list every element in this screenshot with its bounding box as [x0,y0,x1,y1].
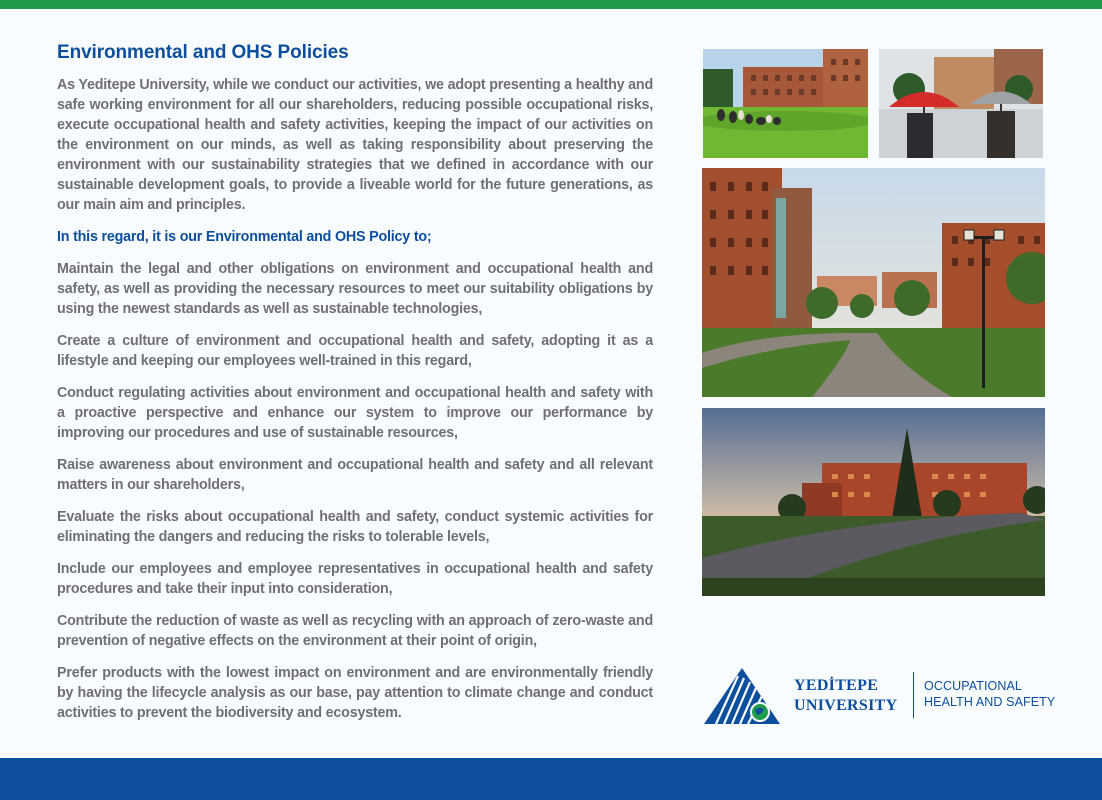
yeditepe-logo-mark-icon [702,666,782,726]
university-name [794,676,897,716]
campus-lawn-photo [703,49,868,158]
university-name-line1: YEDİTEPE [794,677,879,694]
policy-item: Evaluate the risks about occupational health and safety, conduct systemic activities for eliminating the dangers and reducing the risks to tolerable levels, [57,509,653,545]
yeditepe-ohs-logo [702,666,1062,728]
policy-item: Include our employees and employee representatives in occupational health and safety procedures and take their input into consideration, [57,561,653,597]
intro-paragraph: As Yeditepe University, while we conduct our activities, we adopt presenting a healthy and safe working environment for all our shareholders, reducing possible occupational risks, execute occupational health and safety activities, keeping the impact of our activities on the environment on our minds, as well as taking responsibility about preserving the environment with our sustainability strategies that we defined in accordance with our sustainable development goals, to provide a liveable world for the future generations, as our main aim and principles. [57,77,653,213]
campus-walkway-photo [702,168,1045,397]
policy-item: Contribute the reduction of waste as well as recycling with an approach of zero-waste and prevention of negative effects on the environment at their point of origin, [57,613,653,649]
policy-item: Create a culture of environment and occupational health and safety, adopting it as a lifestyle and keeping our employees well-trained in this regard, [57,333,653,369]
unit-name [924,678,1055,710]
policy-item: Maintain the legal and other obligations on environment and occupational health and safety, as well as providing the necessary resources to meet our suitability obligations by using the newest standards as well as sustainable technologies, [57,261,653,317]
unit-name-line2: HEALTH AND SAFETY [924,695,1056,709]
policy-item: Raise awareness about environment and occupational health and safety and all relevant matters in our shareholders, [57,457,653,493]
campus-umbrellas-photo [879,49,1043,158]
bottom-footer-bar [0,758,1102,800]
policy-text-column [57,42,653,735]
policy-item: Prefer products with the lowest impact on environment and are environmentally friendly by having the lifecycle analysis as our base, pay attention to climate change and conduct activities to prevent the biodiversity and ecosystem. [57,665,653,721]
unit-name-line1: OCCUPATIONAL [924,679,1022,693]
page-title: Environmental and OHS Policies [57,42,349,63]
university-name-line2: UNIVERSITY [794,697,898,714]
logo-divider [913,672,914,718]
policy-lead-heading: In this regard, it is our Environmental and OHS Policy to; [57,229,432,245]
campus-sunset-photo [702,408,1045,596]
top-accent-bar [0,0,1102,9]
policy-item: Conduct regulating activities about environment and occupational health and safety with a proactive perspective and enhance our system to improve our performance by improving our procedures and use of sustainable resources, [57,385,653,441]
